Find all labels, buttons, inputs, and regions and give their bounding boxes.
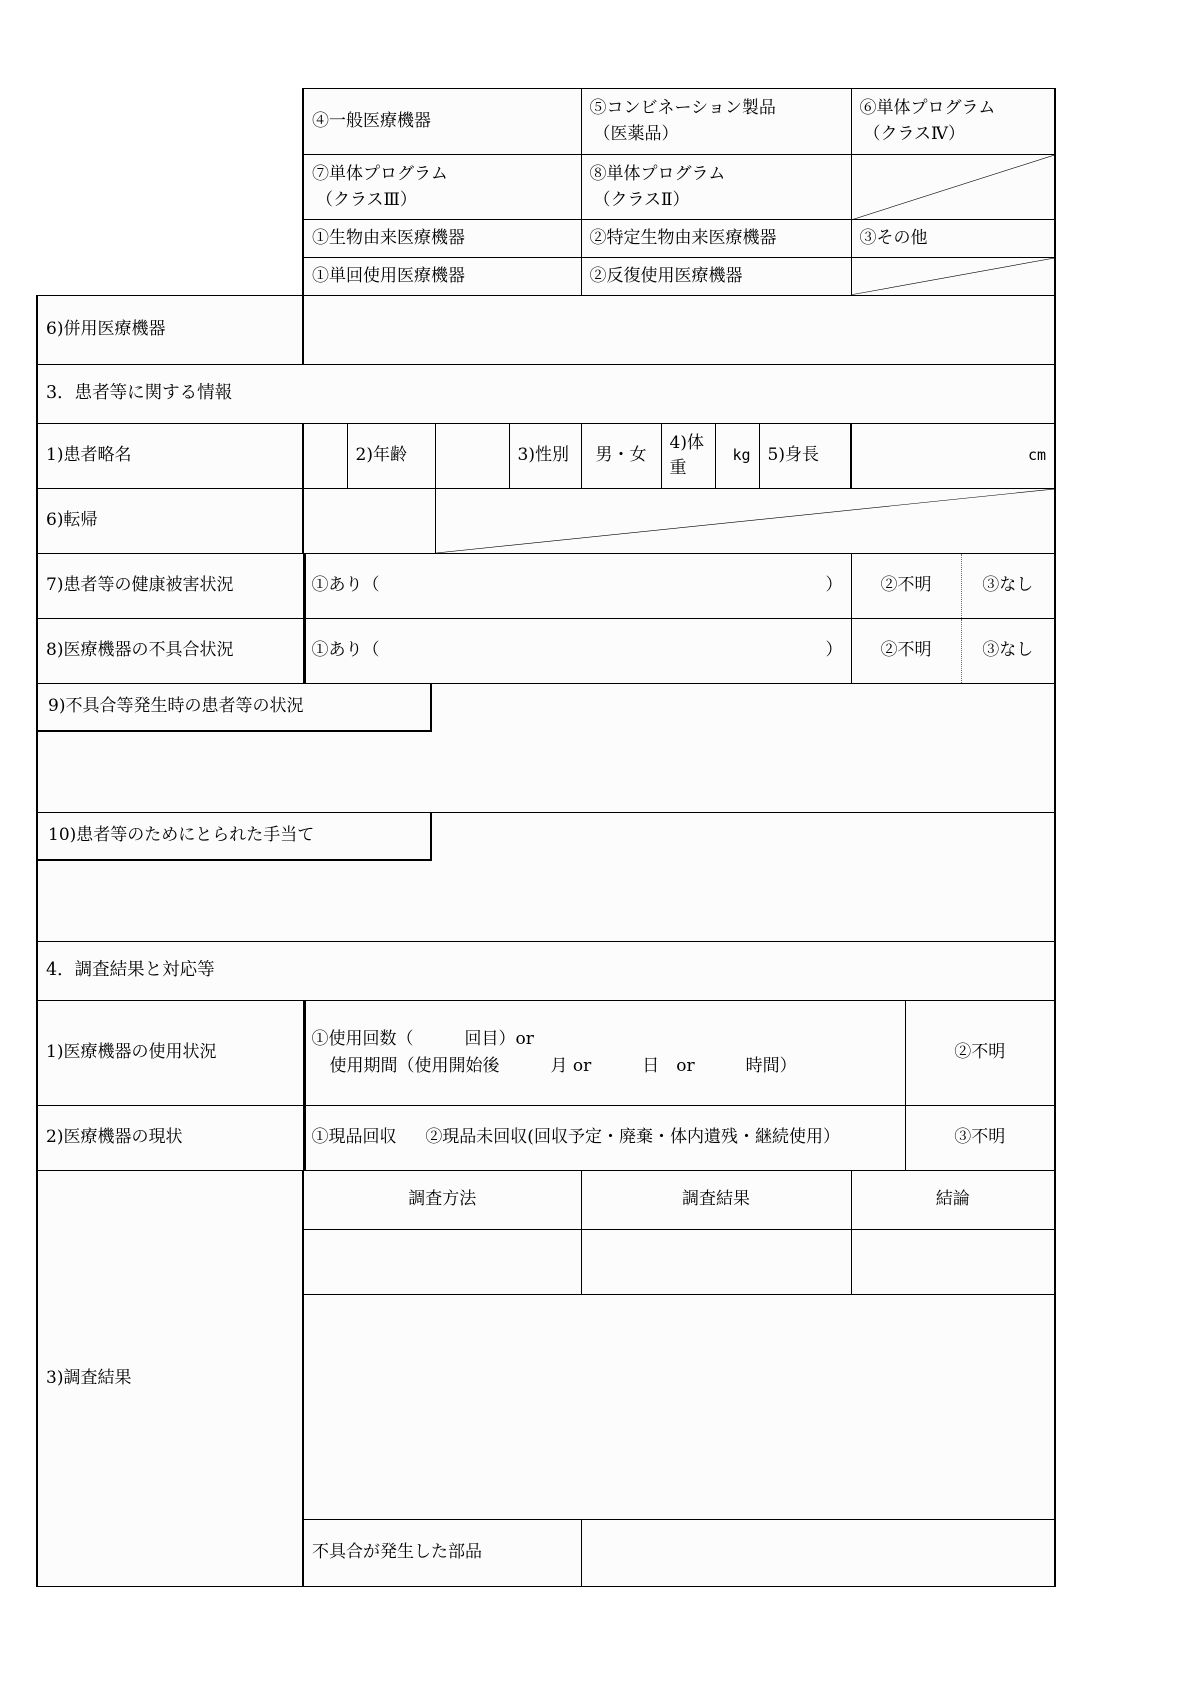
usage-status-options[interactable] bbox=[303, 1000, 905, 1105]
failed-part-label: 不具合が発生した部品 bbox=[303, 1519, 581, 1586]
classification-number: ③ bbox=[859, 228, 877, 249]
outcome-empty-diagonal bbox=[435, 488, 1055, 553]
patient-condition-input[interactable] bbox=[438, 736, 1048, 808]
device-malfunction-option-yes[interactable] bbox=[303, 618, 851, 683]
treatment-given-label-box bbox=[38, 813, 432, 861]
patient-age-label: 2)年齢 bbox=[347, 423, 435, 488]
device-malfunction-option-unknown[interactable]: ②不明 bbox=[851, 618, 961, 683]
classification-number: ⑥ bbox=[859, 98, 877, 118]
classification-label: 単回使用医療機器 bbox=[329, 266, 465, 287]
classification-sublabel: （クラスⅡ） bbox=[593, 190, 690, 211]
classification-label: 単体プログラム bbox=[876, 98, 996, 118]
diagonal-strikethrough-icon bbox=[436, 489, 1055, 553]
patient-height-label: 5)身長 bbox=[759, 423, 851, 488]
patient-condition-row bbox=[37, 683, 1055, 812]
classification-label: 単体プログラム bbox=[329, 163, 448, 184]
classification-sublabel: （医薬品） bbox=[593, 124, 679, 145]
health-damage-option-yes[interactable] bbox=[303, 553, 851, 618]
form-grid bbox=[36, 88, 1056, 1587]
patient-height-unit: cm bbox=[851, 423, 1055, 488]
treatment-given-row bbox=[37, 812, 1055, 941]
investigation-value-result[interactable] bbox=[581, 1229, 851, 1294]
classification-number: ① bbox=[312, 266, 329, 287]
patient-age-input[interactable] bbox=[435, 423, 509, 488]
classification-sublabel: （クラスⅣ） bbox=[863, 124, 965, 145]
classification-number: ① bbox=[312, 228, 329, 249]
classification-label: 特定生物由来医療機器 bbox=[606, 228, 777, 249]
classification-cell-general-device[interactable] bbox=[303, 89, 581, 155]
outcome-label: 6)転帰 bbox=[37, 488, 303, 553]
device-state-label: 2)医療機器の現状 bbox=[37, 1105, 303, 1170]
investigation-label: 3)調査結果 bbox=[37, 1170, 303, 1586]
classification-number: ② bbox=[589, 228, 607, 249]
concomitant-device-row bbox=[37, 295, 1055, 364]
patient-condition-block[interactable] bbox=[37, 683, 1055, 812]
classification-cell-specified-biological-device[interactable] bbox=[581, 220, 851, 258]
health-damage-label: 7)患者等の健康被害状況 bbox=[37, 553, 303, 618]
device-malfunction-yes-text: ①あり（ bbox=[311, 640, 380, 661]
section3-heading: 3．患者等に関する情報 bbox=[37, 364, 1055, 423]
classification-label: 反復使用医療機器 bbox=[606, 266, 743, 287]
device-state-option-recovered[interactable]: ①現品回収 bbox=[311, 1127, 397, 1148]
classification-cell-combination-product[interactable] bbox=[581, 89, 851, 155]
health-damage-option-unknown[interactable]: ②不明 bbox=[851, 553, 961, 618]
classification-label: 一般医療機器 bbox=[329, 111, 431, 132]
device-state-options[interactable] bbox=[303, 1105, 905, 1170]
patient-condition-label-box bbox=[38, 684, 432, 732]
health-damage-row bbox=[37, 553, 1055, 618]
device-malfunction-option-none[interactable]: ③なし bbox=[961, 618, 1055, 683]
investigation-freetext-input[interactable] bbox=[303, 1294, 1055, 1519]
usage-status-line2: 使用期間（使用開始後 月 or 日 or 時間） bbox=[329, 1055, 797, 1076]
medical-device-report-form bbox=[36, 88, 1054, 1587]
section3-heading-row bbox=[37, 364, 1055, 423]
classification-cell-empty-diagonal-1 bbox=[851, 154, 1055, 220]
classification-cell-standalone-program-class2[interactable] bbox=[581, 154, 851, 220]
device-state-row bbox=[37, 1105, 1055, 1170]
health-damage-option-none[interactable]: ③なし bbox=[961, 553, 1055, 618]
diagonal-strikethrough-icon bbox=[852, 155, 1055, 220]
treatment-given-input[interactable] bbox=[438, 865, 1048, 937]
investigation-value-method[interactable] bbox=[303, 1229, 581, 1294]
usage-status-label: 1)医療機器の使用状況 bbox=[37, 1000, 303, 1105]
outcome-input[interactable] bbox=[303, 488, 435, 553]
health-damage-yes-text: ①あり（ bbox=[311, 575, 380, 596]
patient-name-input[interactable] bbox=[303, 423, 347, 488]
classification-row-1 bbox=[37, 89, 1055, 155]
device-malfunction-label: 8)医療機器の不具合状況 bbox=[37, 618, 303, 683]
investigation-header-result: 調査結果 bbox=[581, 1170, 851, 1229]
concomitant-device-label: 6)併用医療機器 bbox=[37, 295, 303, 364]
failed-part-input[interactable] bbox=[581, 1519, 1055, 1586]
diagonal-strikethrough-icon bbox=[852, 258, 1055, 295]
concomitant-device-input[interactable] bbox=[303, 295, 1055, 364]
classification-number: ⑧ bbox=[589, 163, 607, 184]
device-state-option-not-recovered[interactable]: ②現品未回収(回収予定・廃棄・体内遺残・継続使用） bbox=[425, 1127, 840, 1148]
patient-weight-unit: kg bbox=[715, 423, 759, 488]
classification-cell-standalone-program-class4[interactable] bbox=[851, 89, 1055, 155]
device-malfunction-row bbox=[37, 618, 1055, 683]
patient-name-label: 1)患者略名 bbox=[37, 423, 303, 488]
device-malfunction-yes-close: ） bbox=[825, 640, 843, 661]
classification-label: 生物由来医療機器 bbox=[329, 228, 465, 249]
classification-cell-single-use-device[interactable] bbox=[303, 258, 581, 296]
classification-label: コンビネーション製品 bbox=[606, 98, 776, 118]
classification-number: ② bbox=[589, 266, 607, 287]
classification-number: ④ bbox=[312, 111, 329, 132]
classification-label: 単体プログラム bbox=[606, 163, 726, 184]
usage-status-option-unknown[interactable]: ②不明 bbox=[905, 1000, 1055, 1105]
section4-heading-row bbox=[37, 941, 1055, 1000]
patient-info-row bbox=[37, 423, 1055, 488]
investigation-header-row bbox=[37, 1170, 1055, 1229]
classification-number: ⑤ bbox=[589, 98, 607, 118]
device-state-option-unknown[interactable]: ③不明 bbox=[905, 1105, 1055, 1170]
classification-cell-other[interactable] bbox=[851, 220, 1055, 258]
classification-cell-empty-diagonal-2 bbox=[851, 258, 1055, 296]
classification-label: その他 bbox=[876, 228, 928, 249]
section4-heading: 4．調査結果と対応等 bbox=[37, 941, 1055, 1000]
investigation-value-conclusion[interactable] bbox=[851, 1229, 1055, 1294]
classification-sublabel: （クラスⅢ） bbox=[316, 190, 417, 211]
patient-sex-label: 3)性別 bbox=[509, 423, 581, 488]
classification-left-spacer bbox=[37, 89, 303, 296]
usage-status-row bbox=[37, 1000, 1055, 1105]
outcome-row bbox=[37, 488, 1055, 553]
patient-weight-label: 4)体重 bbox=[661, 423, 715, 488]
classification-number: ⑦ bbox=[312, 163, 329, 184]
classification-cell-reusable-device[interactable] bbox=[581, 258, 851, 296]
usage-status-line1: ①使用回数（ 回目）or bbox=[311, 1029, 534, 1050]
health-damage-yes-close: ） bbox=[825, 575, 843, 596]
classification-cell-standalone-program-class3[interactable] bbox=[303, 154, 581, 220]
investigation-header-conclusion: 結論 bbox=[851, 1170, 1055, 1229]
treatment-given-block[interactable] bbox=[37, 812, 1055, 941]
investigation-header-method: 調査方法 bbox=[303, 1170, 581, 1229]
treatment-given-label: 10)患者等のためにとられた手当て bbox=[48, 825, 315, 846]
patient-sex-options[interactable]: 男・女 bbox=[581, 423, 661, 488]
patient-condition-label: 9)不具合等発生時の患者等の状況 bbox=[48, 696, 304, 717]
classification-cell-biological-device[interactable] bbox=[303, 220, 581, 258]
